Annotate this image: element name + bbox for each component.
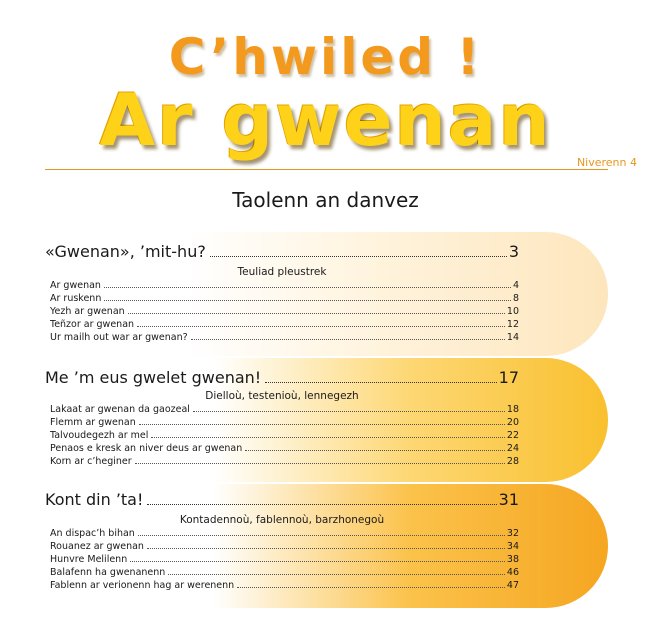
entry-label: Ar gwenan bbox=[50, 280, 101, 291]
dot-leader bbox=[137, 326, 505, 327]
toc-entry[interactable] bbox=[50, 579, 519, 592]
entry-page: 46 bbox=[506, 567, 519, 578]
dot-leader bbox=[135, 463, 505, 464]
entry-page: 22 bbox=[506, 430, 519, 441]
entry-page: 10 bbox=[506, 306, 519, 317]
section-subtitle: Teuliad pleustrek bbox=[237, 266, 327, 278]
entry-label: Balafenn ha gwenanenn bbox=[50, 567, 166, 578]
entry-page: 8 bbox=[512, 293, 519, 304]
chapter-page: 17 bbox=[498, 368, 519, 387]
toc-entry[interactable] bbox=[50, 292, 519, 305]
dot-leader bbox=[130, 561, 505, 562]
entry-label: Hunvre Melilenn bbox=[50, 554, 128, 565]
section-subtitle: Kontadennoù, fablennoù, barzhonegoù bbox=[179, 514, 385, 526]
entry-list bbox=[50, 279, 519, 344]
entry-page: 20 bbox=[506, 417, 519, 428]
toc-entry[interactable] bbox=[50, 429, 519, 442]
entry-page: 12 bbox=[506, 319, 519, 330]
toc-entry[interactable] bbox=[50, 279, 519, 292]
header-rule bbox=[45, 169, 608, 170]
dot-leader bbox=[210, 256, 507, 257]
toc-entry[interactable] bbox=[50, 305, 519, 318]
entry-label: An dispac’h bihan bbox=[50, 528, 135, 539]
toc-title: Taolenn an danvez bbox=[232, 188, 419, 212]
entry-label: Rouanez ar gwenan bbox=[50, 541, 144, 552]
toc-entry[interactable] bbox=[50, 540, 519, 553]
toc-entry[interactable] bbox=[50, 331, 519, 344]
dot-leader bbox=[128, 313, 505, 314]
entry-label: Talvoudegezh ar mel bbox=[50, 430, 149, 441]
chapter-row[interactable] bbox=[45, 490, 519, 509]
dot-leader bbox=[138, 535, 505, 536]
dot-leader bbox=[147, 504, 496, 505]
toc-section-3 bbox=[45, 484, 608, 608]
toc-section-1 bbox=[45, 232, 608, 356]
chapter-title: Kont din ’ta! bbox=[45, 490, 144, 509]
entry-label: Ar ruskenn bbox=[50, 293, 102, 304]
chapter-title: Me ’m eus gwelet gwenan! bbox=[45, 368, 262, 387]
dot-leader bbox=[193, 411, 505, 412]
issue-number: Niverenn 4 bbox=[576, 156, 637, 169]
entry-list bbox=[50, 403, 519, 468]
toc-entry[interactable] bbox=[50, 455, 519, 468]
dot-leader bbox=[237, 587, 505, 588]
toc-entry[interactable] bbox=[50, 553, 519, 566]
entry-page: 47 bbox=[506, 580, 519, 591]
chapter-page: 31 bbox=[498, 490, 519, 509]
entry-page: 4 bbox=[512, 280, 519, 291]
entry-page: 34 bbox=[506, 541, 519, 552]
dot-leader bbox=[168, 574, 505, 575]
entry-label: Ur mailh out war ar gwenan? bbox=[50, 332, 188, 343]
dot-leader bbox=[139, 424, 505, 425]
section-subtitle: Dielloù, testenioù, lennegezh bbox=[205, 390, 359, 402]
toc-entry[interactable] bbox=[50, 318, 519, 331]
magazine-title: Ar gwenan bbox=[99, 78, 552, 162]
entry-label: Penaos e kresk an niver deus ar gwenan bbox=[50, 443, 243, 454]
entry-page: 24 bbox=[506, 443, 519, 454]
dot-leader bbox=[191, 339, 505, 340]
entry-page: 28 bbox=[506, 456, 519, 467]
toc-entry[interactable] bbox=[50, 416, 519, 429]
chapter-title: «Gwenan», ’mit-hu? bbox=[45, 242, 206, 261]
entry-label: Korn ar c’heginer bbox=[50, 456, 132, 467]
entry-label: Lakaat ar gwenan da gaozeal bbox=[50, 404, 190, 415]
toc-entry[interactable] bbox=[50, 566, 519, 579]
entry-page: 18 bbox=[506, 404, 519, 415]
dot-leader bbox=[104, 287, 511, 288]
dot-leader bbox=[245, 450, 505, 451]
dot-leader bbox=[265, 382, 496, 383]
chapter-page: 3 bbox=[508, 242, 519, 261]
entry-label: Flemm ar gwenan bbox=[50, 417, 136, 428]
toc-entry[interactable] bbox=[50, 527, 519, 540]
entry-page: 32 bbox=[506, 528, 519, 539]
chapter-row[interactable] bbox=[45, 368, 519, 387]
toc-entry[interactable] bbox=[50, 403, 519, 416]
dot-leader bbox=[147, 548, 505, 549]
entry-label: Yezh ar gwenan bbox=[50, 306, 125, 317]
dot-leader bbox=[104, 300, 511, 301]
entry-label: Fablenn ar verionenn hag ar werenenn bbox=[50, 580, 235, 591]
magazine-kicker: C’hwiled ! bbox=[168, 28, 483, 86]
toc-section-2 bbox=[45, 358, 608, 482]
entry-list bbox=[50, 527, 519, 592]
entry-page: 14 bbox=[506, 332, 519, 343]
entry-page: 38 bbox=[506, 554, 519, 565]
dot-leader bbox=[151, 437, 504, 438]
entry-label: Teñzor ar gwenan bbox=[50, 319, 135, 330]
toc-entry[interactable] bbox=[50, 442, 519, 455]
chapter-row[interactable] bbox=[45, 242, 519, 261]
